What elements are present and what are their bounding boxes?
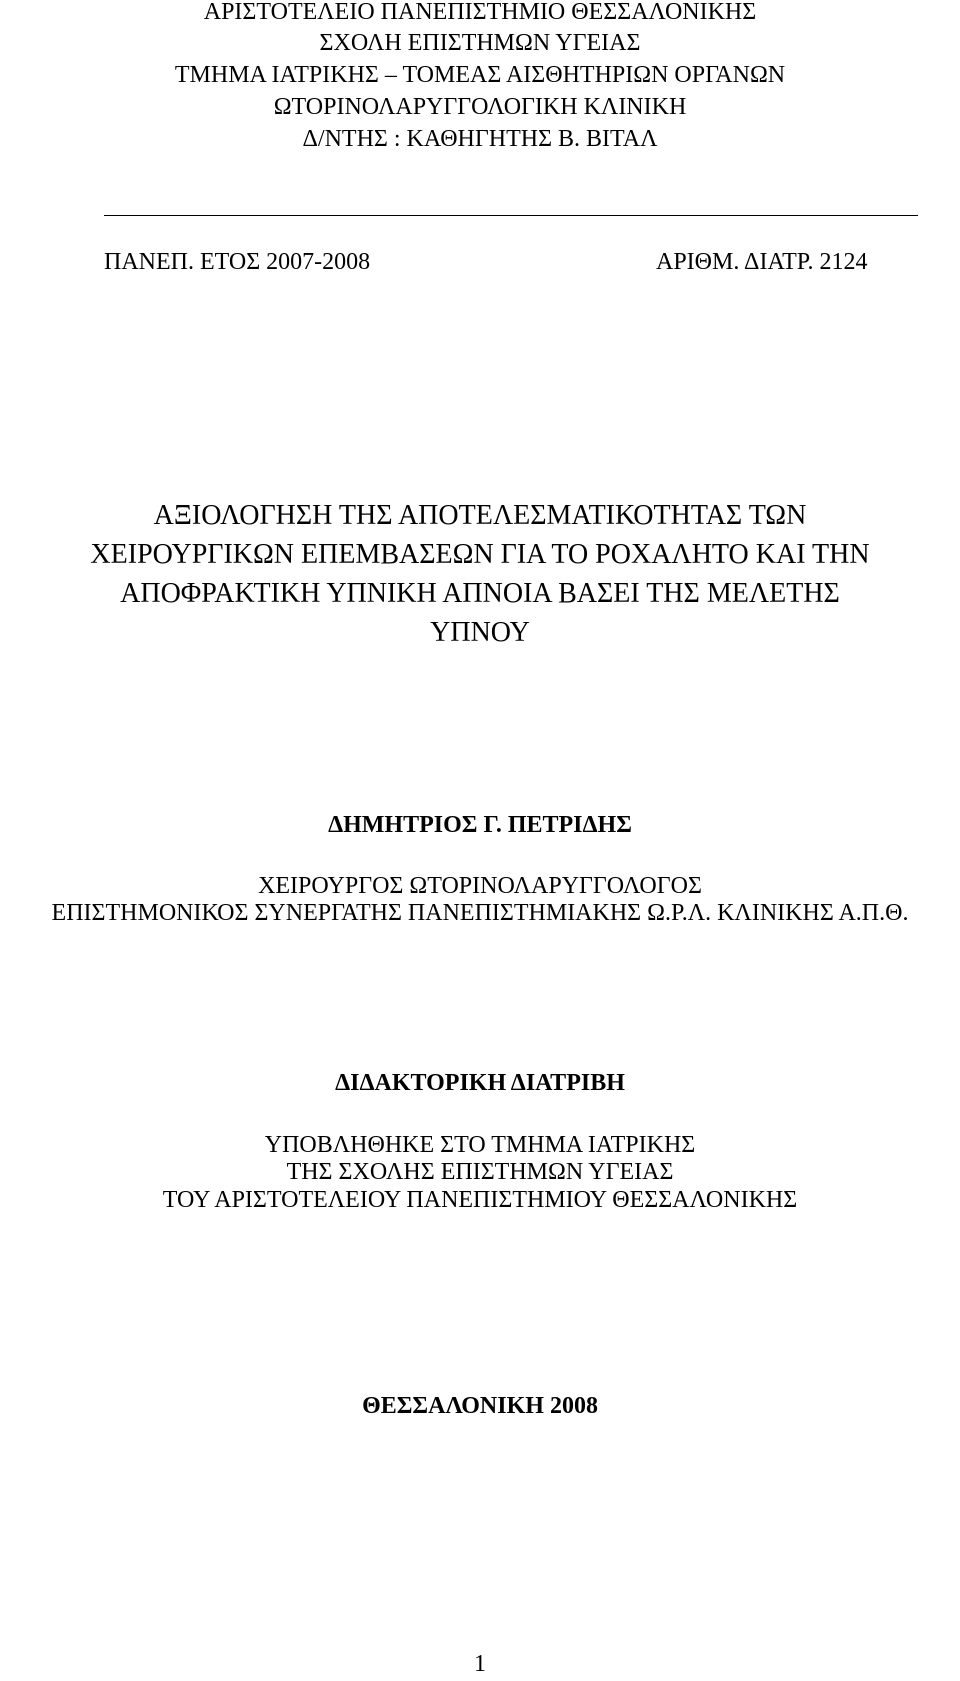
thesis-type: ΔΙΔΑΚΤΟΡΙΚΗ ΔΙΑΤΡΙΒΗ (335, 1070, 625, 1096)
page-number: 1 (474, 1651, 486, 1677)
dissertation-number: ΑΡΙΘΜ. ΔΙΑΤΡ. 2124 (656, 249, 868, 275)
submission-line-2: ΤΗΣ ΣΧΟΛΗΣ ΕΠΙΣΤΗΜΩΝ ΥΓΕΙΑΣ (286, 1159, 674, 1185)
title-line-4: ΥΠΝΟΥ (430, 617, 530, 648)
title-line-1: ΑΞΙΟΛΟΓΗΣΗ ΤΗΣ ΑΠΟΤΕΛΕΣΜΑΤΙΚΟΤΗΤΑΣ ΤΩΝ (153, 500, 807, 531)
author-affiliation: ΕΠΙΣΤΗΜΟΝΙΚΟΣ ΣΥΝΕΡΓΑΤΗΣ ΠΑΝΕΠΙΣΤΗΜΙΑΚΗΣ Ω.Ρ.Λ. ΚΛΙΝΙΚΗΣ Α.Π.Θ. (51, 900, 909, 926)
author-name: ΔΗΜΗΤΡΙΟΣ Γ. ΠΕΤΡΙΔΗΣ (328, 812, 632, 838)
title-line-2: ΧΕΙΡΟΥΡΓΙΚΩΝ ΕΠΕΜΒΑΣΕΩΝ ΓΙΑ ΤΟ ΡΟΧΑΛΗΤΟ ΚΑΙ ΤΗΝ (90, 539, 870, 570)
header-university: ΑΡΙΣΤΟΤΕΛΕΙΟ ΠΑΝΕΠΙΣΤΗΜΙΟ ΘΕΣΣΑΛΟΝΙΚΗΣ (203, 0, 757, 25)
academic-year: ΠΑΝΕΠ. ΕΤΟΣ 2007-2008 (104, 249, 371, 275)
header-clinic: ΩΤΟΡΙΝΟΛΑΡΥΓΓΟΛΟΓΙΚΗ ΚΛΙΝΙΚΗ (273, 94, 687, 120)
header-director: Δ/ΝΤΗΣ : ΚΑΘΗΓΗΤΗΣ Β. ΒΙΤΑΛ (302, 126, 658, 152)
title-line-3: ΑΠΟΦΡΑΚΤΙΚΗ ΥΠΝΙΚΗ ΑΠΝΟΙΑ ΒΑΣΕΙ ΤΗΣ ΜΕΛΕΤΗΣ (120, 578, 840, 609)
submission-line-3: ΤΟΥ ΑΡΙΣΤΟΤΕΛΕΙΟΥ ΠΑΝΕΠΙΣΤΗΜΙΟΥ ΘΕΣΣΑΛΟΝΙΚΗΣ (162, 1187, 798, 1213)
header-school: ΣΧΟΛΗ ΕΠΙΣΤΗΜΩΝ ΥΓΕΙΑΣ (319, 30, 641, 56)
author-role: ΧΕΙΡΟΥΡΓΟΣ ΩΤΟΡΙΝΟΛΑΡΥΓΓΟΛΟΓΟΣ (258, 873, 702, 899)
place-date: ΘΕΣΣΑΛΟΝΙΚΗ 2008 (362, 1393, 598, 1419)
header-department: ΤΜΗΜΑ ΙΑΤΡΙΚΗΣ – ΤΟΜΕΑΣ ΑΙΣΘΗΤΗΡΙΩΝ ΟΡΓΑΝΩΝ (174, 62, 786, 88)
header-divider (104, 215, 918, 216)
submission-line-1: ΥΠΟΒΛΗΘΗΚΕ ΣΤΟ ΤΜΗΜΑ ΙΑΤΡΙΚΗΣ (264, 1132, 696, 1158)
